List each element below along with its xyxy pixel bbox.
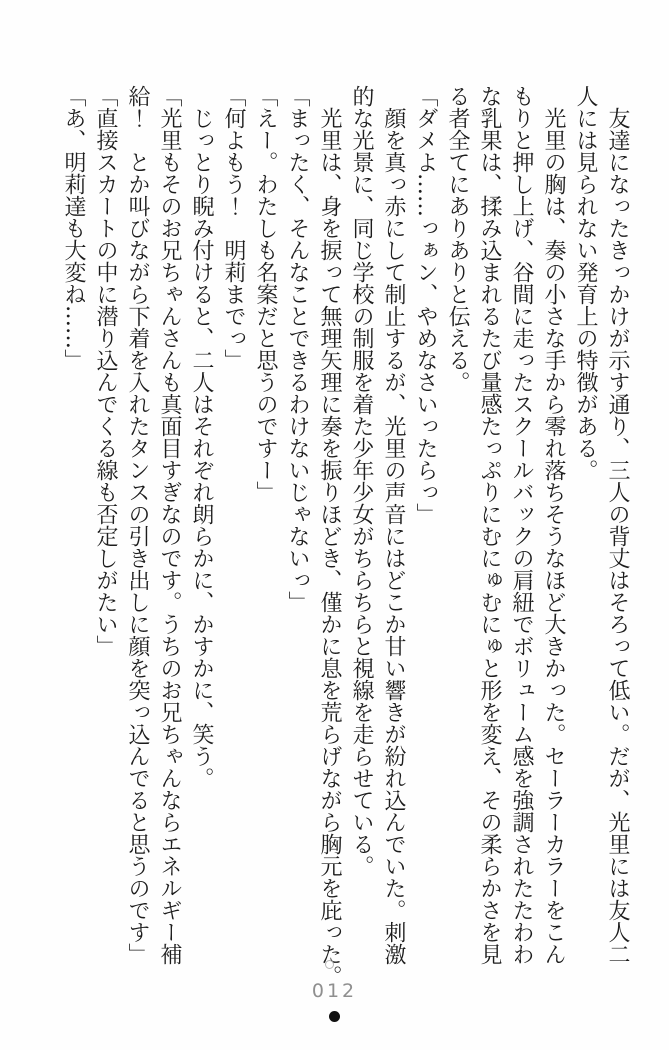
text-line: 人には見られない発育上の特徴がある。 [573,85,598,481]
page-footer [0,980,669,1050]
text-line: 光里の胸は、奏の小さな手から零れ落ちそうなほど大きかった。セーラーカラーをこん [541,85,566,965]
page-number: 012 [311,980,358,1002]
text-line: な乳果は、揉み込まれるたび量感たっぷりにむにゅむにゅと形を変え、その柔らかさを見 [477,85,502,965]
text-line: 「直接スカートの中に潜り込んでくる線も否定しがたい」 [93,85,118,657]
text-line: 「えー。わたしも名案だと思うのですー」 [253,85,278,503]
text-line: 顔を真っ赤にして制止するが、光里の声音にはどこか甘い響きが紛れ込んでいた。刺激 [381,85,406,965]
print-artifact-circle [325,960,334,969]
text-line: 「まったく、そんなことできるわけないじゃないっ」 [285,85,310,613]
text-line: 「光里もそのお兄ちゃんさんも真面目すぎなのです。うちのお兄ちゃんならエネルギー補 [157,85,182,965]
text-line: 友達になったきっかけが示す通り、三人の背丈はそろって低い。だが、光里には友人二 [605,85,630,965]
text-line: もりと押し上げ、谷間に走ったスクールバックの肩紐でボリューム感を強調されたたわわ [509,85,534,965]
text-line: 的な光景に、同じ学校の制服を着た少年少女がちらちらと視線を走らせている。 [349,85,374,877]
text-line: 光里は、身を捩って無理矢理に奏を振りほどき、僅かに息を荒らげながら胸元を庇った。 [317,85,342,987]
footer-dot-icon [329,1011,340,1022]
text-line: る者全てにありありと伝える。 [445,85,470,393]
text-line: 「何よもう！ 明莉までっ」 [221,85,246,371]
text-line: 「ダメよ……っぁン、やめなさいったらっ」 [413,85,438,525]
text-line: 給！ とか叫びながら下着を入れたタンスの引き出しに顔を突っ込んでると思うのです」 [125,85,150,965]
text-line: 「あ、明莉達も大変ね……」 [61,85,86,371]
text-line: じっとり睨み付けると、二人はそれぞれ朗らかに、かすかに、笑う。 [189,85,214,789]
vertical-text-block [55,85,633,987]
